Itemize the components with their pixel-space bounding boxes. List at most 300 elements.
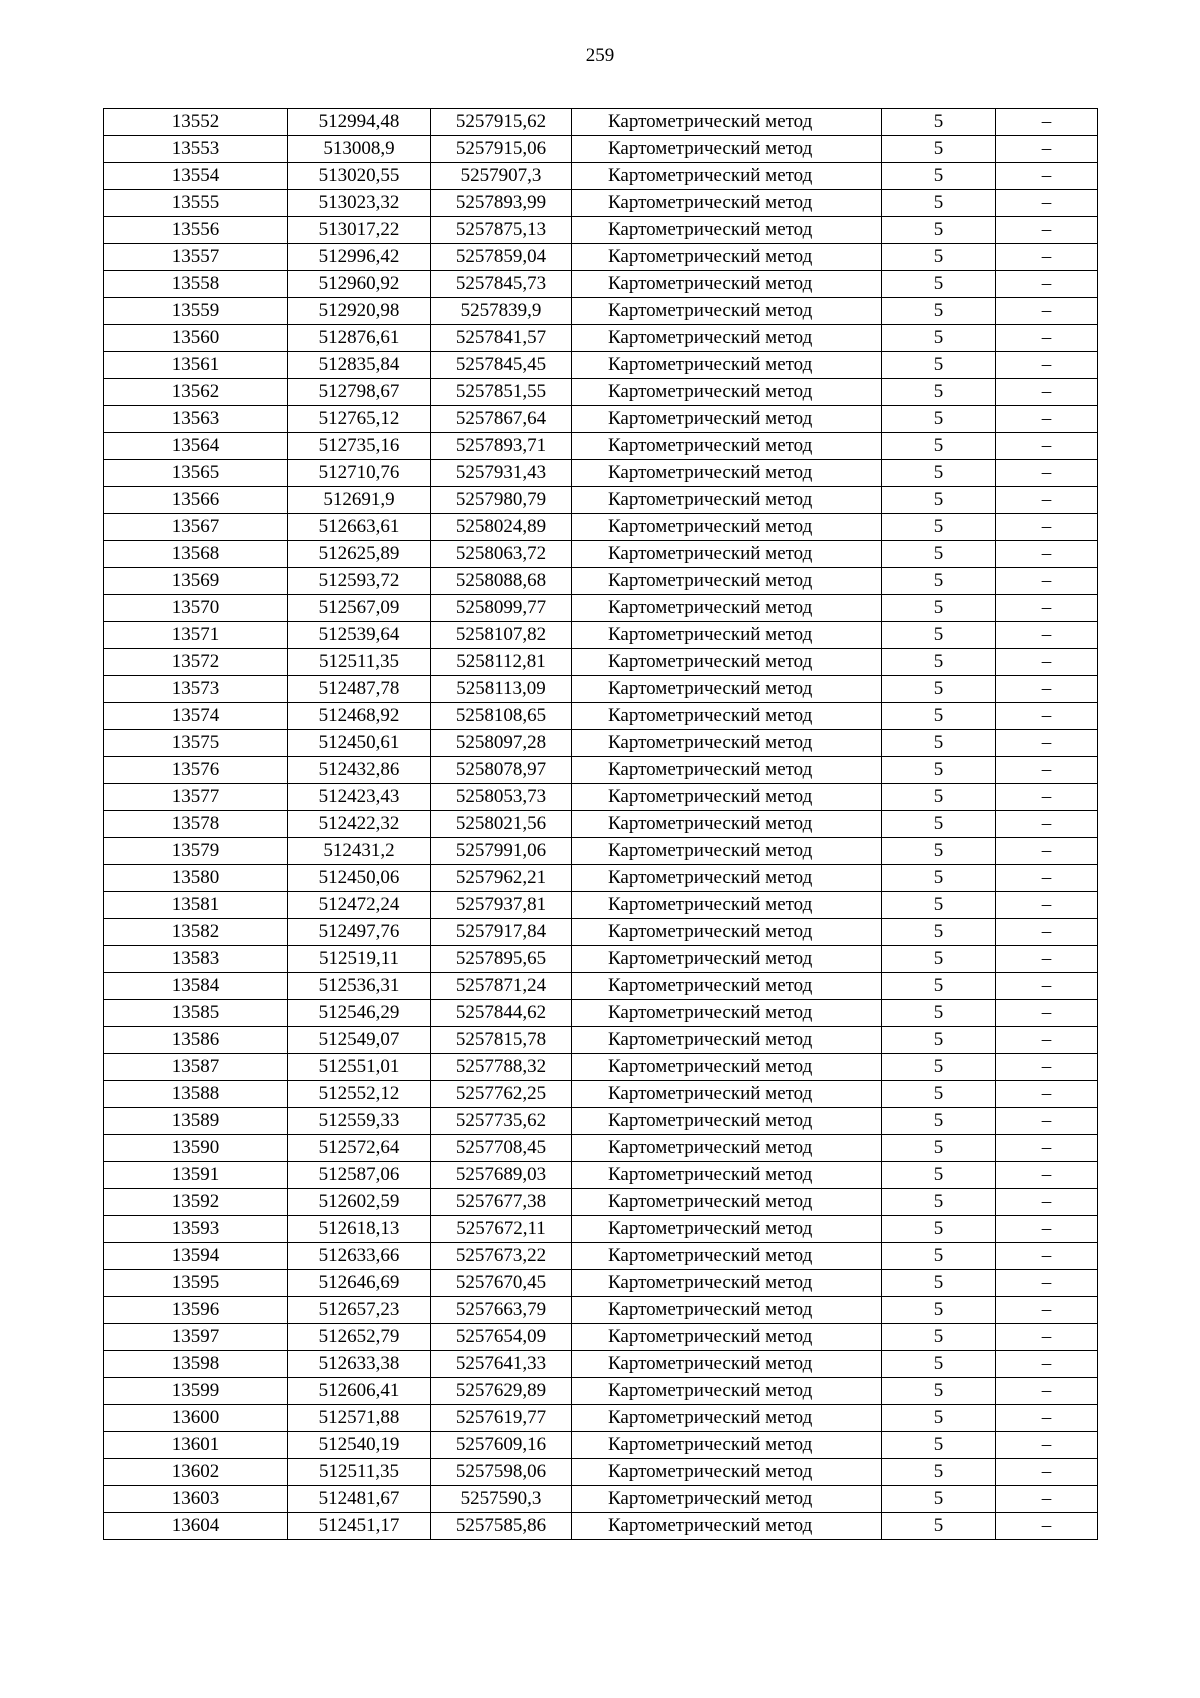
y-coordinate-cell: 5258107,82 [431,622,572,649]
x-coordinate-cell: 512422,32 [288,811,431,838]
point-number-cell: 13555 [104,190,288,217]
note-cell: – [996,460,1098,487]
point-number-cell: 13583 [104,946,288,973]
point-number-cell: 13552 [104,109,288,136]
method-cell: Картометрический метод [572,1189,882,1216]
accuracy-cell: 5 [882,1324,996,1351]
table-row [104,1027,1098,1054]
table-row [104,973,1098,1000]
method-cell: Картометрический метод [572,406,882,433]
accuracy-cell: 5 [882,838,996,865]
y-coordinate-cell: 5258021,56 [431,811,572,838]
table-row [104,757,1098,784]
point-number-cell: 13559 [104,298,288,325]
note-cell: – [996,730,1098,757]
table-row [104,919,1098,946]
accuracy-cell: 5 [882,379,996,406]
x-coordinate-cell: 512431,2 [288,838,431,865]
point-number-cell: 13558 [104,271,288,298]
table-row [104,1432,1098,1459]
note-cell: – [996,325,1098,352]
method-cell: Картометрический метод [572,1378,882,1405]
note-cell: – [996,136,1098,163]
note-cell: – [996,1378,1098,1405]
y-coordinate-cell: 5257915,62 [431,109,572,136]
point-number-cell: 13564 [104,433,288,460]
method-cell: Картометрический метод [572,622,882,649]
point-number-cell: 13554 [104,163,288,190]
accuracy-cell: 5 [882,271,996,298]
method-cell: Картометрический метод [572,271,882,298]
point-number-cell: 13602 [104,1459,288,1486]
accuracy-cell: 5 [882,1108,996,1135]
table-row [104,1135,1098,1162]
table-row [104,217,1098,244]
x-coordinate-cell: 512633,66 [288,1243,431,1270]
y-coordinate-cell: 5257845,73 [431,271,572,298]
note-cell: – [996,1000,1098,1027]
table-row [104,514,1098,541]
method-cell: Картометрический метод [572,487,882,514]
x-coordinate-cell: 512472,24 [288,892,431,919]
method-cell: Картометрический метод [572,433,882,460]
y-coordinate-cell: 5257629,89 [431,1378,572,1405]
accuracy-cell: 5 [882,352,996,379]
y-coordinate-cell: 5257937,81 [431,892,572,919]
method-cell: Картометрический метод [572,757,882,784]
y-coordinate-cell: 5258099,77 [431,595,572,622]
x-coordinate-cell: 512451,17 [288,1513,431,1540]
accuracy-cell: 5 [882,1297,996,1324]
x-coordinate-cell: 512587,06 [288,1162,431,1189]
method-cell: Картометрический метод [572,838,882,865]
accuracy-cell: 5 [882,568,996,595]
y-coordinate-cell: 5258113,09 [431,676,572,703]
table-row [104,109,1098,136]
accuracy-cell: 5 [882,487,996,514]
point-number-cell: 13597 [104,1324,288,1351]
note-cell: – [996,1108,1098,1135]
note-cell: – [996,433,1098,460]
point-number-cell: 13572 [104,649,288,676]
note-cell: – [996,487,1098,514]
point-number-cell: 13569 [104,568,288,595]
accuracy-cell: 5 [882,622,996,649]
note-cell: – [996,379,1098,406]
note-cell: – [996,622,1098,649]
table-row [104,1324,1098,1351]
method-cell: Картометрический метод [572,1081,882,1108]
note-cell: – [996,244,1098,271]
note-cell: – [996,811,1098,838]
y-coordinate-cell: 5258108,65 [431,703,572,730]
y-coordinate-cell: 5257619,77 [431,1405,572,1432]
accuracy-cell: 5 [882,757,996,784]
x-coordinate-cell: 512996,42 [288,244,431,271]
page-number: 259 [585,45,615,66]
y-coordinate-cell: 5257915,06 [431,136,572,163]
accuracy-cell: 5 [882,1432,996,1459]
point-number-cell: 13571 [104,622,288,649]
x-coordinate-cell: 512994,48 [288,109,431,136]
x-coordinate-cell: 512593,72 [288,568,431,595]
point-number-cell: 13574 [104,703,288,730]
table-row [104,1000,1098,1027]
note-cell: – [996,946,1098,973]
accuracy-cell: 5 [882,919,996,946]
y-coordinate-cell: 5257585,86 [431,1513,572,1540]
point-number-cell: 13579 [104,838,288,865]
x-coordinate-cell: 512468,92 [288,703,431,730]
y-coordinate-cell: 5257663,79 [431,1297,572,1324]
x-coordinate-cell: 512551,01 [288,1054,431,1081]
note-cell: – [996,676,1098,703]
x-coordinate-cell: 512710,76 [288,460,431,487]
accuracy-cell: 5 [882,946,996,973]
table-row [104,1405,1098,1432]
point-number-cell: 13582 [104,919,288,946]
note-cell: – [996,1459,1098,1486]
table-row [104,487,1098,514]
note-cell: – [996,514,1098,541]
x-coordinate-cell: 512536,31 [288,973,431,1000]
method-cell: Картометрический метод [572,1162,882,1189]
point-number-cell: 13584 [104,973,288,1000]
accuracy-cell: 5 [882,703,996,730]
y-coordinate-cell: 5257654,09 [431,1324,572,1351]
accuracy-cell: 5 [882,1135,996,1162]
note-cell: – [996,190,1098,217]
accuracy-cell: 5 [882,892,996,919]
accuracy-cell: 5 [882,1000,996,1027]
method-cell: Картометрический метод [572,865,882,892]
accuracy-cell: 5 [882,1216,996,1243]
method-cell: Картометрический метод [572,676,882,703]
x-coordinate-cell: 512663,61 [288,514,431,541]
table-row [104,865,1098,892]
y-coordinate-cell: 5257677,38 [431,1189,572,1216]
x-coordinate-cell: 512765,12 [288,406,431,433]
table-row [104,1162,1098,1189]
note-cell: – [996,298,1098,325]
point-number-cell: 13594 [104,1243,288,1270]
note-cell: – [996,217,1098,244]
table-row [104,1054,1098,1081]
note-cell: – [996,1162,1098,1189]
x-coordinate-cell: 512571,88 [288,1405,431,1432]
method-cell: Картометрический метод [572,352,882,379]
table-row [104,1459,1098,1486]
note-cell: – [996,1081,1098,1108]
table-row [104,1351,1098,1378]
table-row [104,892,1098,919]
method-cell: Картометрический метод [572,730,882,757]
y-coordinate-cell: 5257893,71 [431,433,572,460]
y-coordinate-cell: 5257867,64 [431,406,572,433]
accuracy-cell: 5 [882,1270,996,1297]
x-coordinate-cell: 512552,12 [288,1081,431,1108]
x-coordinate-cell: 512652,79 [288,1324,431,1351]
y-coordinate-cell: 5257762,25 [431,1081,572,1108]
accuracy-cell: 5 [882,784,996,811]
y-coordinate-cell: 5257875,13 [431,217,572,244]
table-row [104,1108,1098,1135]
table-row [104,163,1098,190]
y-coordinate-cell: 5257917,84 [431,919,572,946]
note-cell: – [996,1486,1098,1513]
table-row [104,244,1098,271]
note-cell: – [996,1135,1098,1162]
accuracy-cell: 5 [882,541,996,568]
note-cell: – [996,865,1098,892]
note-cell: – [996,271,1098,298]
method-cell: Картометрический метод [572,973,882,1000]
note-cell: – [996,1513,1098,1540]
x-coordinate-cell: 513023,32 [288,190,431,217]
x-coordinate-cell: 512546,29 [288,1000,431,1027]
method-cell: Картометрический метод [572,892,882,919]
point-number-cell: 13587 [104,1054,288,1081]
point-number-cell: 13565 [104,460,288,487]
coordinates-table [103,108,1098,1540]
note-cell: – [996,703,1098,730]
y-coordinate-cell: 5257670,45 [431,1270,572,1297]
note-cell: – [996,406,1098,433]
point-number-cell: 13563 [104,406,288,433]
accuracy-cell: 5 [882,1189,996,1216]
point-number-cell: 13601 [104,1432,288,1459]
method-cell: Картометрический метод [572,1324,882,1351]
y-coordinate-cell: 5258053,73 [431,784,572,811]
note-cell: – [996,757,1098,784]
point-number-cell: 13595 [104,1270,288,1297]
accuracy-cell: 5 [882,676,996,703]
note-cell: – [996,1054,1098,1081]
y-coordinate-cell: 5257851,55 [431,379,572,406]
method-cell: Картометрический метод [572,1513,882,1540]
table-row [104,946,1098,973]
accuracy-cell: 5 [882,460,996,487]
table-row [104,676,1098,703]
table-row [104,1216,1098,1243]
y-coordinate-cell: 5258078,97 [431,757,572,784]
note-cell: – [996,919,1098,946]
table-row [104,1513,1098,1540]
x-coordinate-cell: 512567,09 [288,595,431,622]
method-cell: Картометрический метод [572,325,882,352]
table-row [104,136,1098,163]
accuracy-cell: 5 [882,595,996,622]
accuracy-cell: 5 [882,190,996,217]
table-row [104,541,1098,568]
table-row [104,1486,1098,1513]
point-number-cell: 13560 [104,325,288,352]
point-number-cell: 13575 [104,730,288,757]
y-coordinate-cell: 5258024,89 [431,514,572,541]
accuracy-cell: 5 [882,1486,996,1513]
point-number-cell: 13585 [104,1000,288,1027]
table-row [104,568,1098,595]
x-coordinate-cell: 513017,22 [288,217,431,244]
x-coordinate-cell: 512606,41 [288,1378,431,1405]
y-coordinate-cell: 5257839,9 [431,298,572,325]
point-number-cell: 13573 [104,676,288,703]
table-row [104,190,1098,217]
accuracy-cell: 5 [882,163,996,190]
note-cell: – [996,1432,1098,1459]
accuracy-cell: 5 [882,1459,996,1486]
point-number-cell: 13590 [104,1135,288,1162]
method-cell: Картометрический метод [572,946,882,973]
method-cell: Картометрический метод [572,784,882,811]
point-number-cell: 13591 [104,1162,288,1189]
x-coordinate-cell: 512572,64 [288,1135,431,1162]
y-coordinate-cell: 5257735,62 [431,1108,572,1135]
table-row [104,379,1098,406]
table-row [104,406,1098,433]
method-cell: Картометрический метод [572,1054,882,1081]
x-coordinate-cell: 512835,84 [288,352,431,379]
x-coordinate-cell: 512657,23 [288,1297,431,1324]
note-cell: – [996,649,1098,676]
note-cell: – [996,1216,1098,1243]
accuracy-cell: 5 [882,1351,996,1378]
y-coordinate-cell: 5257689,03 [431,1162,572,1189]
x-coordinate-cell: 512960,92 [288,271,431,298]
point-number-cell: 13557 [104,244,288,271]
point-number-cell: 13586 [104,1027,288,1054]
accuracy-cell: 5 [882,811,996,838]
note-cell: – [996,973,1098,1000]
method-cell: Картометрический метод [572,379,882,406]
x-coordinate-cell: 512539,64 [288,622,431,649]
y-coordinate-cell: 5257673,22 [431,1243,572,1270]
x-coordinate-cell: 512481,67 [288,1486,431,1513]
accuracy-cell: 5 [882,973,996,1000]
table-row [104,1243,1098,1270]
note-cell: – [996,163,1098,190]
table-row [104,298,1098,325]
y-coordinate-cell: 5257893,99 [431,190,572,217]
y-coordinate-cell: 5257931,43 [431,460,572,487]
table-row [104,595,1098,622]
point-number-cell: 13568 [104,541,288,568]
point-number-cell: 13578 [104,811,288,838]
method-cell: Картометрический метод [572,136,882,163]
point-number-cell: 13553 [104,136,288,163]
point-number-cell: 13598 [104,1351,288,1378]
method-cell: Картометрический метод [572,1216,882,1243]
method-cell: Картометрический метод [572,568,882,595]
table-row [104,1081,1098,1108]
method-cell: Картометрический метод [572,1405,882,1432]
method-cell: Картометрический метод [572,1000,882,1027]
y-coordinate-cell: 5257841,57 [431,325,572,352]
method-cell: Картометрический метод [572,1432,882,1459]
point-number-cell: 13561 [104,352,288,379]
y-coordinate-cell: 5258063,72 [431,541,572,568]
accuracy-cell: 5 [882,1405,996,1432]
method-cell: Картометрический метод [572,1459,882,1486]
accuracy-cell: 5 [882,1243,996,1270]
table-row [104,325,1098,352]
accuracy-cell: 5 [882,1081,996,1108]
method-cell: Картометрический метод [572,1486,882,1513]
table-row [104,1297,1098,1324]
note-cell: – [996,892,1098,919]
point-number-cell: 13589 [104,1108,288,1135]
x-coordinate-cell: 512519,11 [288,946,431,973]
y-coordinate-cell: 5257815,78 [431,1027,572,1054]
accuracy-cell: 5 [882,1162,996,1189]
x-coordinate-cell: 512633,38 [288,1351,431,1378]
y-coordinate-cell: 5257641,33 [431,1351,572,1378]
point-number-cell: 13562 [104,379,288,406]
point-number-cell: 13576 [104,757,288,784]
point-number-cell: 13600 [104,1405,288,1432]
y-coordinate-cell: 5257590,3 [431,1486,572,1513]
note-cell: – [996,541,1098,568]
method-cell: Картометрический метод [572,1351,882,1378]
x-coordinate-cell: 512691,9 [288,487,431,514]
point-number-cell: 13577 [104,784,288,811]
method-cell: Картометрический метод [572,298,882,325]
point-number-cell: 13593 [104,1216,288,1243]
point-number-cell: 13604 [104,1513,288,1540]
accuracy-cell: 5 [882,406,996,433]
x-coordinate-cell: 512450,61 [288,730,431,757]
x-coordinate-cell: 512432,86 [288,757,431,784]
y-coordinate-cell: 5257708,45 [431,1135,572,1162]
accuracy-cell: 5 [882,1513,996,1540]
table-row [104,838,1098,865]
method-cell: Картометрический метод [572,919,882,946]
accuracy-cell: 5 [882,244,996,271]
point-number-cell: 13567 [104,514,288,541]
x-coordinate-cell: 512511,35 [288,1459,431,1486]
x-coordinate-cell: 513008,9 [288,136,431,163]
point-number-cell: 13596 [104,1297,288,1324]
point-number-cell: 13581 [104,892,288,919]
x-coordinate-cell: 512497,76 [288,919,431,946]
point-number-cell: 13566 [104,487,288,514]
y-coordinate-cell: 5257598,06 [431,1459,572,1486]
accuracy-cell: 5 [882,433,996,460]
point-number-cell: 13588 [104,1081,288,1108]
y-coordinate-cell: 5257844,62 [431,1000,572,1027]
accuracy-cell: 5 [882,1054,996,1081]
accuracy-cell: 5 [882,1378,996,1405]
note-cell: – [996,1405,1098,1432]
table-row [104,352,1098,379]
note-cell: – [996,1297,1098,1324]
accuracy-cell: 5 [882,514,996,541]
table-row [104,460,1098,487]
y-coordinate-cell: 5257859,04 [431,244,572,271]
note-cell: – [996,838,1098,865]
x-coordinate-cell: 512646,69 [288,1270,431,1297]
y-coordinate-cell: 5258112,81 [431,649,572,676]
y-coordinate-cell: 5257991,06 [431,838,572,865]
method-cell: Картометрический метод [572,811,882,838]
method-cell: Картометрический метод [572,217,882,244]
table-row [104,1378,1098,1405]
method-cell: Картометрический метод [572,1108,882,1135]
table-row [104,433,1098,460]
y-coordinate-cell: 5257845,45 [431,352,572,379]
x-coordinate-cell: 512549,07 [288,1027,431,1054]
y-coordinate-cell: 5257907,3 [431,163,572,190]
